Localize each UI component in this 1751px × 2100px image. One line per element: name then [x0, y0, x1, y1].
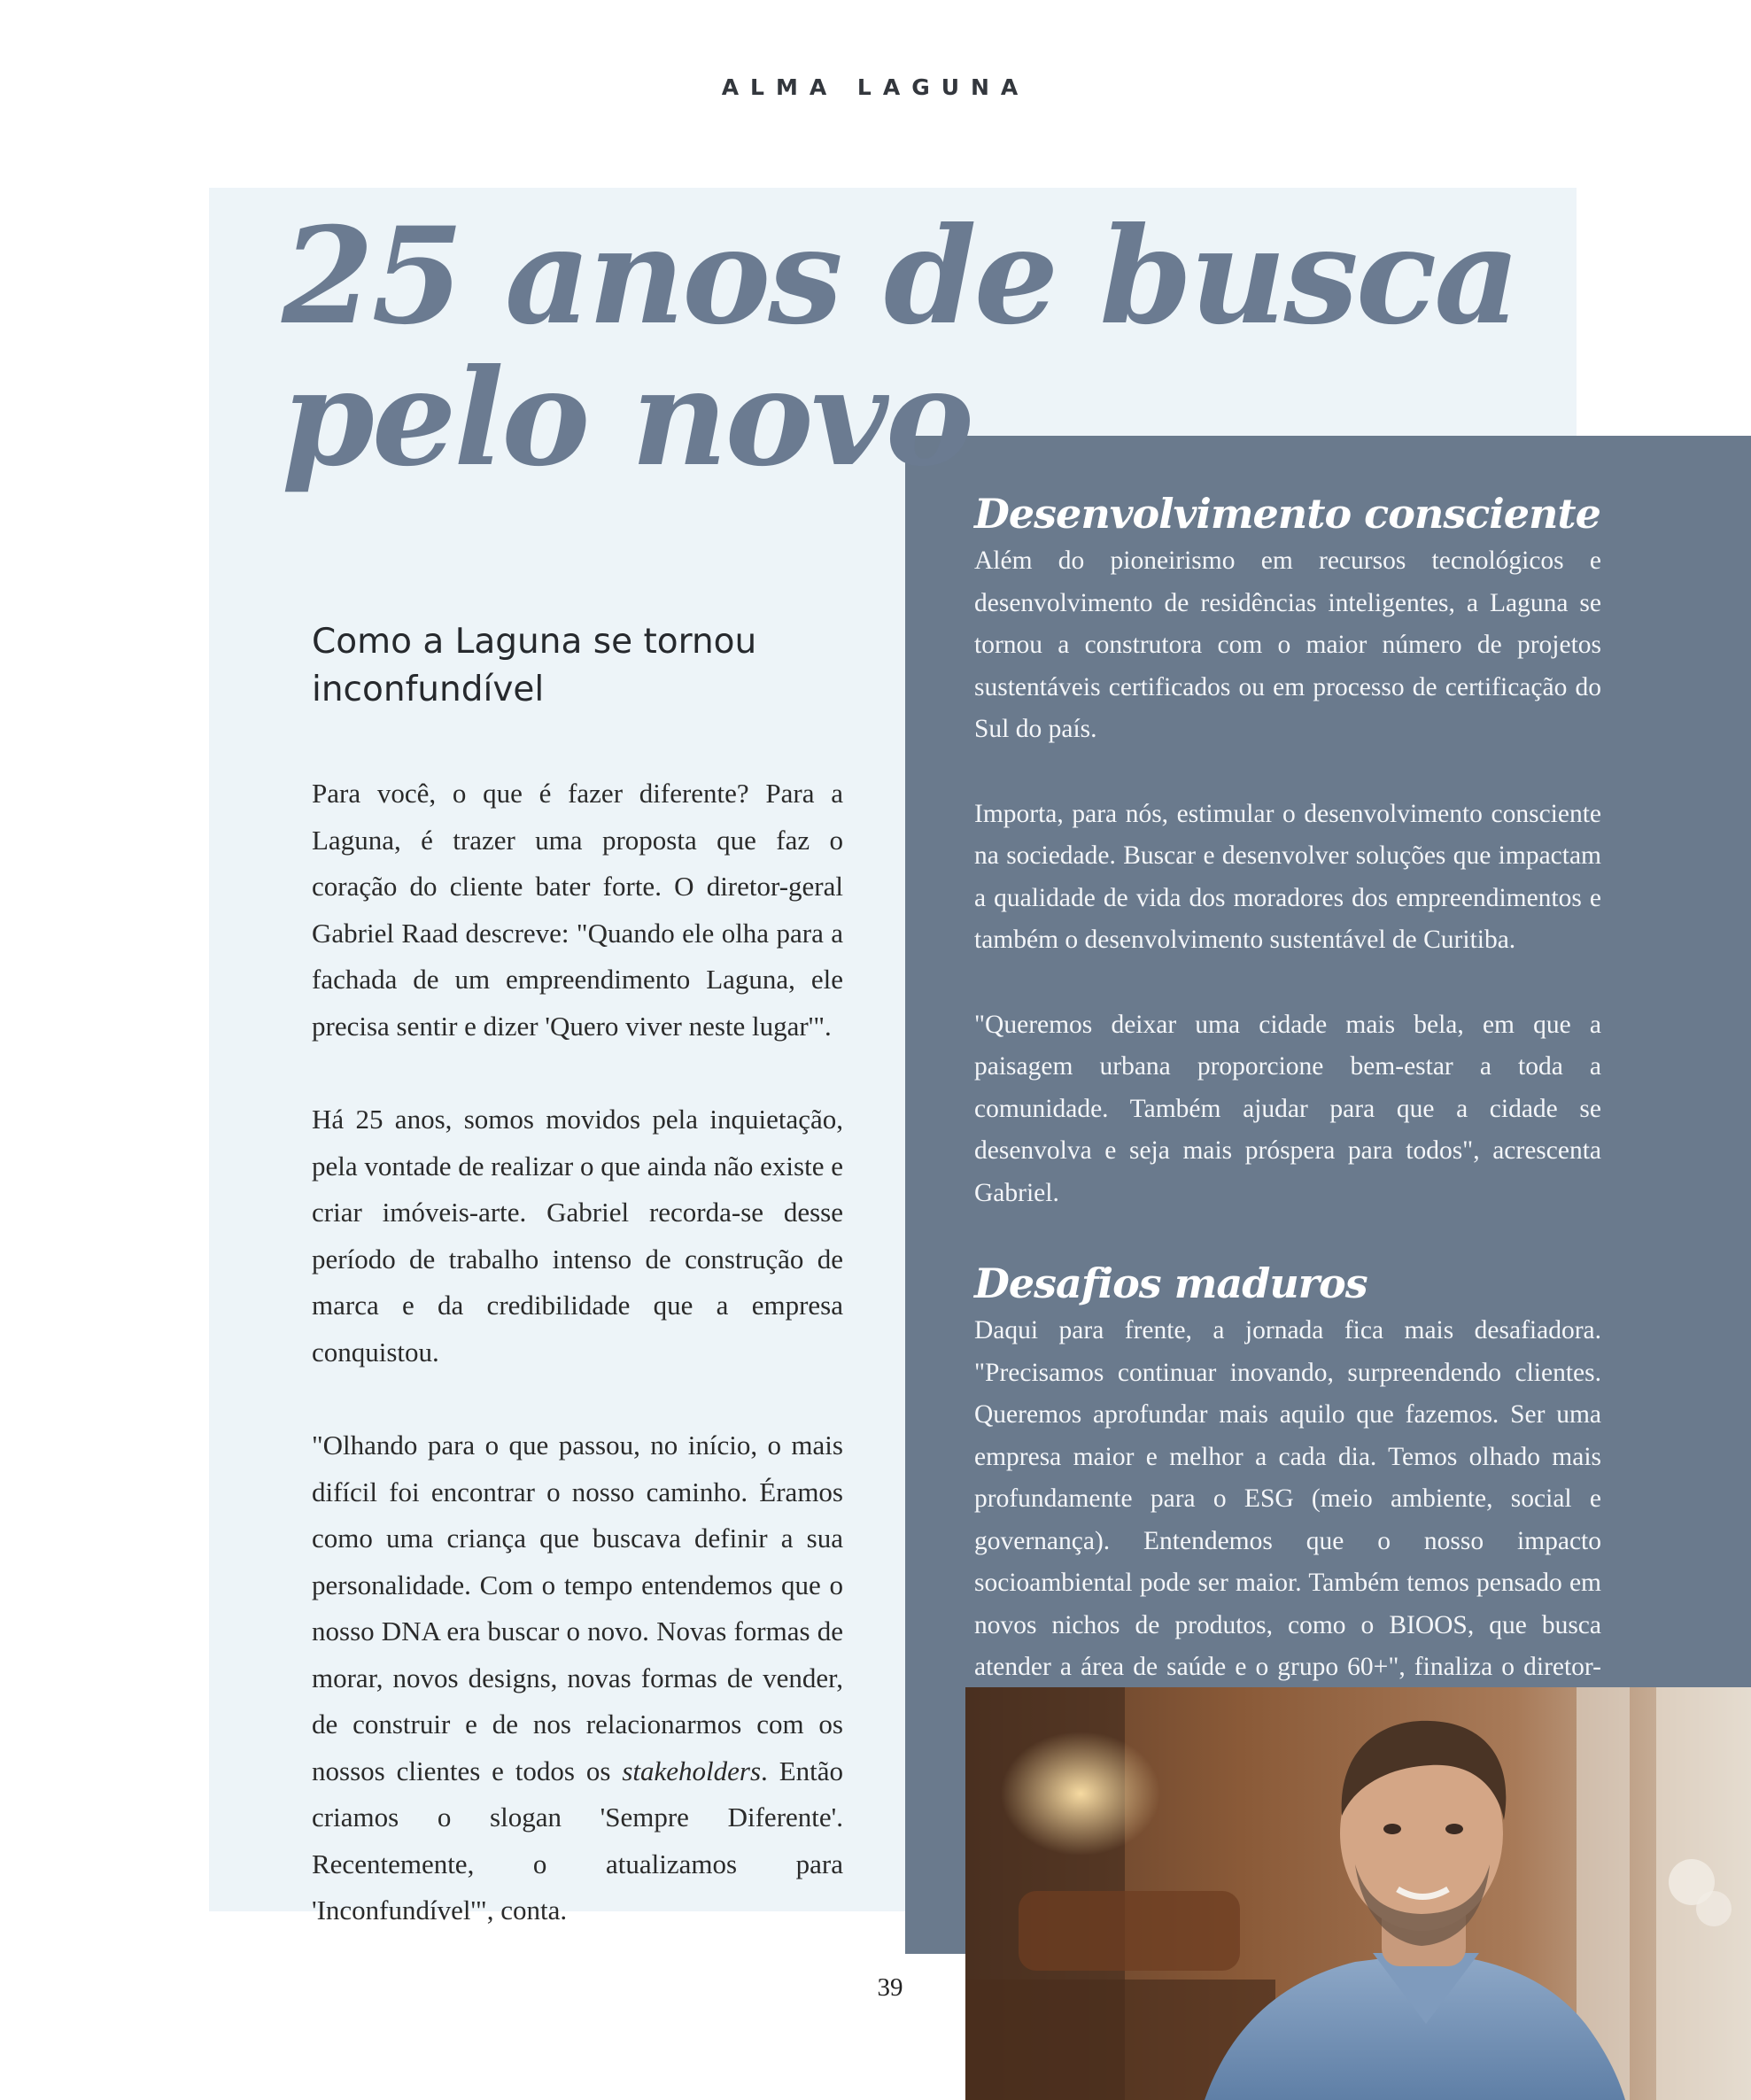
- magazine-masthead: ALMA LAGUNA: [721, 74, 1030, 100]
- body-paragraph: Daqui para frente, a jornada fica mais desafiadora. "Precisamos continuar inovando, surpreendendo clientes. Queremos aprofundar mais aquilo que fazemos. Ser uma empresa maior e melhor a cada dia. Temos olhado mais profundamente para o ESG (meio ambiente, social e governança). Entendemos que o nosso impacto socioambiental pode ser maior. Também temos pensado em novos nichos de produtos, como o BIOOS, que busca atender a área de saúde e o grupo 60+", finaliza o diretor-: [974, 1316, 1601, 1681]
- section-heading-desenvolvimento: Desenvolvimento consciente: [974, 490, 1600, 538]
- article-title-line-1: 25 anos de busca: [282, 198, 1518, 354]
- body-paragraph: "Queremos deixar uma cidade mais bela, em que a paisagem urbana proporcione bem-estar a toda a comunidade. Também ajudar para que a cidade se desenvolva e seja mais próspera para todos", acrescenta Gabriel.: [974, 1010, 1601, 1207]
- executive-portrait-photo: [965, 1687, 1751, 2100]
- quote-paragraph: [312, 1422, 843, 1934]
- left-column-body: [312, 771, 843, 1981]
- article-title: [282, 198, 1518, 496]
- page-number: 39: [877, 1973, 903, 2002]
- article-title-line-2: pelo novo: [282, 340, 972, 496]
- quote-text-end: . Então criamos o slogan 'Sempre Diferente'. Recentemente, o atualizamos para 'Inconfundível'", conta.: [312, 1755, 843, 1926]
- body-paragraph: Para você, o que é fazer diferente? Para a Laguna, é trazer uma proposta que faz o coração do cliente bater forte. O diretor-geral Gabriel Raad descreve: "Quando ele olha para a fachada de um empreendimento Laguna, ele precisa sentir e dizer 'Quero viver neste lugar'".: [312, 778, 843, 1042]
- quote-text-start: "Olhando para o que passou, no início, o mais difícil foi encontrar o nosso caminho. Éramos como uma criança que buscava definir a sua personalidade. Com o tempo entendemos que o nosso DNA era buscar o novo. Novas formas de morar, novos designs, novas formas de vender, de construir e de nos relacionarmos com os nossos clientes e todos os: [312, 1430, 843, 1786]
- body-paragraph: Há 25 anos, somos movidos pela inquietação, pela vontade de realizar o que ainda não existe e criar imóveis-arte. Gabriel recorda-se desse período de trabalho intenso de construção de marca e da credibilidade que a empresa conquistou.: [312, 1104, 843, 1368]
- article-subtitle: Como a Laguna se tornou inconfundível: [312, 622, 757, 709]
- right-column: [974, 487, 1601, 1731]
- quote-emphasis: stakeholders: [622, 1755, 762, 1786]
- section-heading-desafios: Desafios maduros: [974, 1259, 1367, 1307]
- body-paragraph: Além do pioneirismo em recursos tecnológicos e desenvolvimento de residências inteligentes, a Laguna se tornou a construtora com o maior número de projetos sustentáveis certificados ou em processo de certificação do Sul do país.: [974, 546, 1601, 743]
- body-paragraph: Importa, para nós, estimular o desenvolvimento consciente na sociedade. Buscar e desenvolver soluções que impactam a qualidade de vida dos moradores dos empreendimentos e também o desenvolvimento sustentável de Curitiba.: [974, 799, 1601, 954]
